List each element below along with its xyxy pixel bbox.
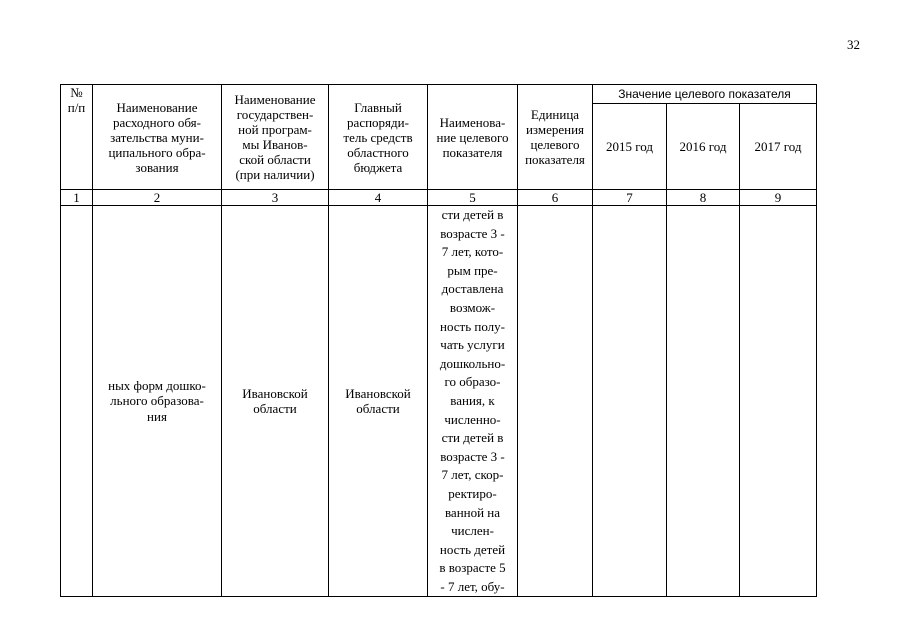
column-number-row (61, 190, 817, 206)
cell-program-name: Ивановской области (222, 206, 329, 597)
cell-value-2015 (593, 206, 667, 597)
cell-obligation-name: ных форм дошко- льного образова- ния (93, 206, 222, 597)
column-number: 8 (667, 190, 740, 206)
column-number: 6 (518, 190, 593, 206)
header-year-2015: 2015 год (593, 104, 667, 190)
header-unit: Единица измерения целевого показателя (518, 85, 593, 190)
header-year-2017: 2017 год (740, 104, 817, 190)
header-year-2016: 2016 год (667, 104, 740, 190)
header-obligation-name: Наименование расходного обя- зательства муни- ципального обра- зования (93, 85, 222, 190)
cell-unit (518, 206, 593, 597)
table-row (61, 206, 817, 597)
column-number: 9 (740, 190, 817, 206)
header-budget-manager: Главный распоряди- тель средств областного бюджета (329, 85, 428, 190)
header-indicator-value: Значение целевого показателя (593, 85, 817, 104)
cell-indicator-name: сти детей в возрасте 3 - 7 лет, кото- рым пре- доставлена возмож- ность полу- чать услуги дошкольно- го образо- вания, к численно- сти детей в возрасте 3 - 7 лет, скор- ректиро- ванной на числен- ность детей в возрасте 5 - 7 лет, обу- (428, 206, 518, 597)
cell-row-number (61, 206, 93, 597)
cell-budget-manager: Ивановской области (329, 206, 428, 597)
page-number: 32 (847, 37, 860, 52)
column-number: 3 (222, 190, 329, 206)
column-number: 7 (593, 190, 667, 206)
cell-value-2017 (740, 206, 817, 597)
column-number: 4 (329, 190, 428, 206)
column-number: 1 (61, 190, 93, 206)
header-indicator-name: Наименова- ние целевого показателя (428, 85, 518, 190)
target-indicators-table (60, 84, 817, 597)
cell-value-2016 (667, 206, 740, 597)
column-number: 2 (93, 190, 222, 206)
header-row-number: № п/п (61, 85, 93, 190)
header-program-name: Наименование государствен- ной програм- мы Иванов- ской области (при наличии) (222, 85, 329, 190)
header-row-top (61, 85, 817, 104)
column-number: 5 (428, 190, 518, 206)
